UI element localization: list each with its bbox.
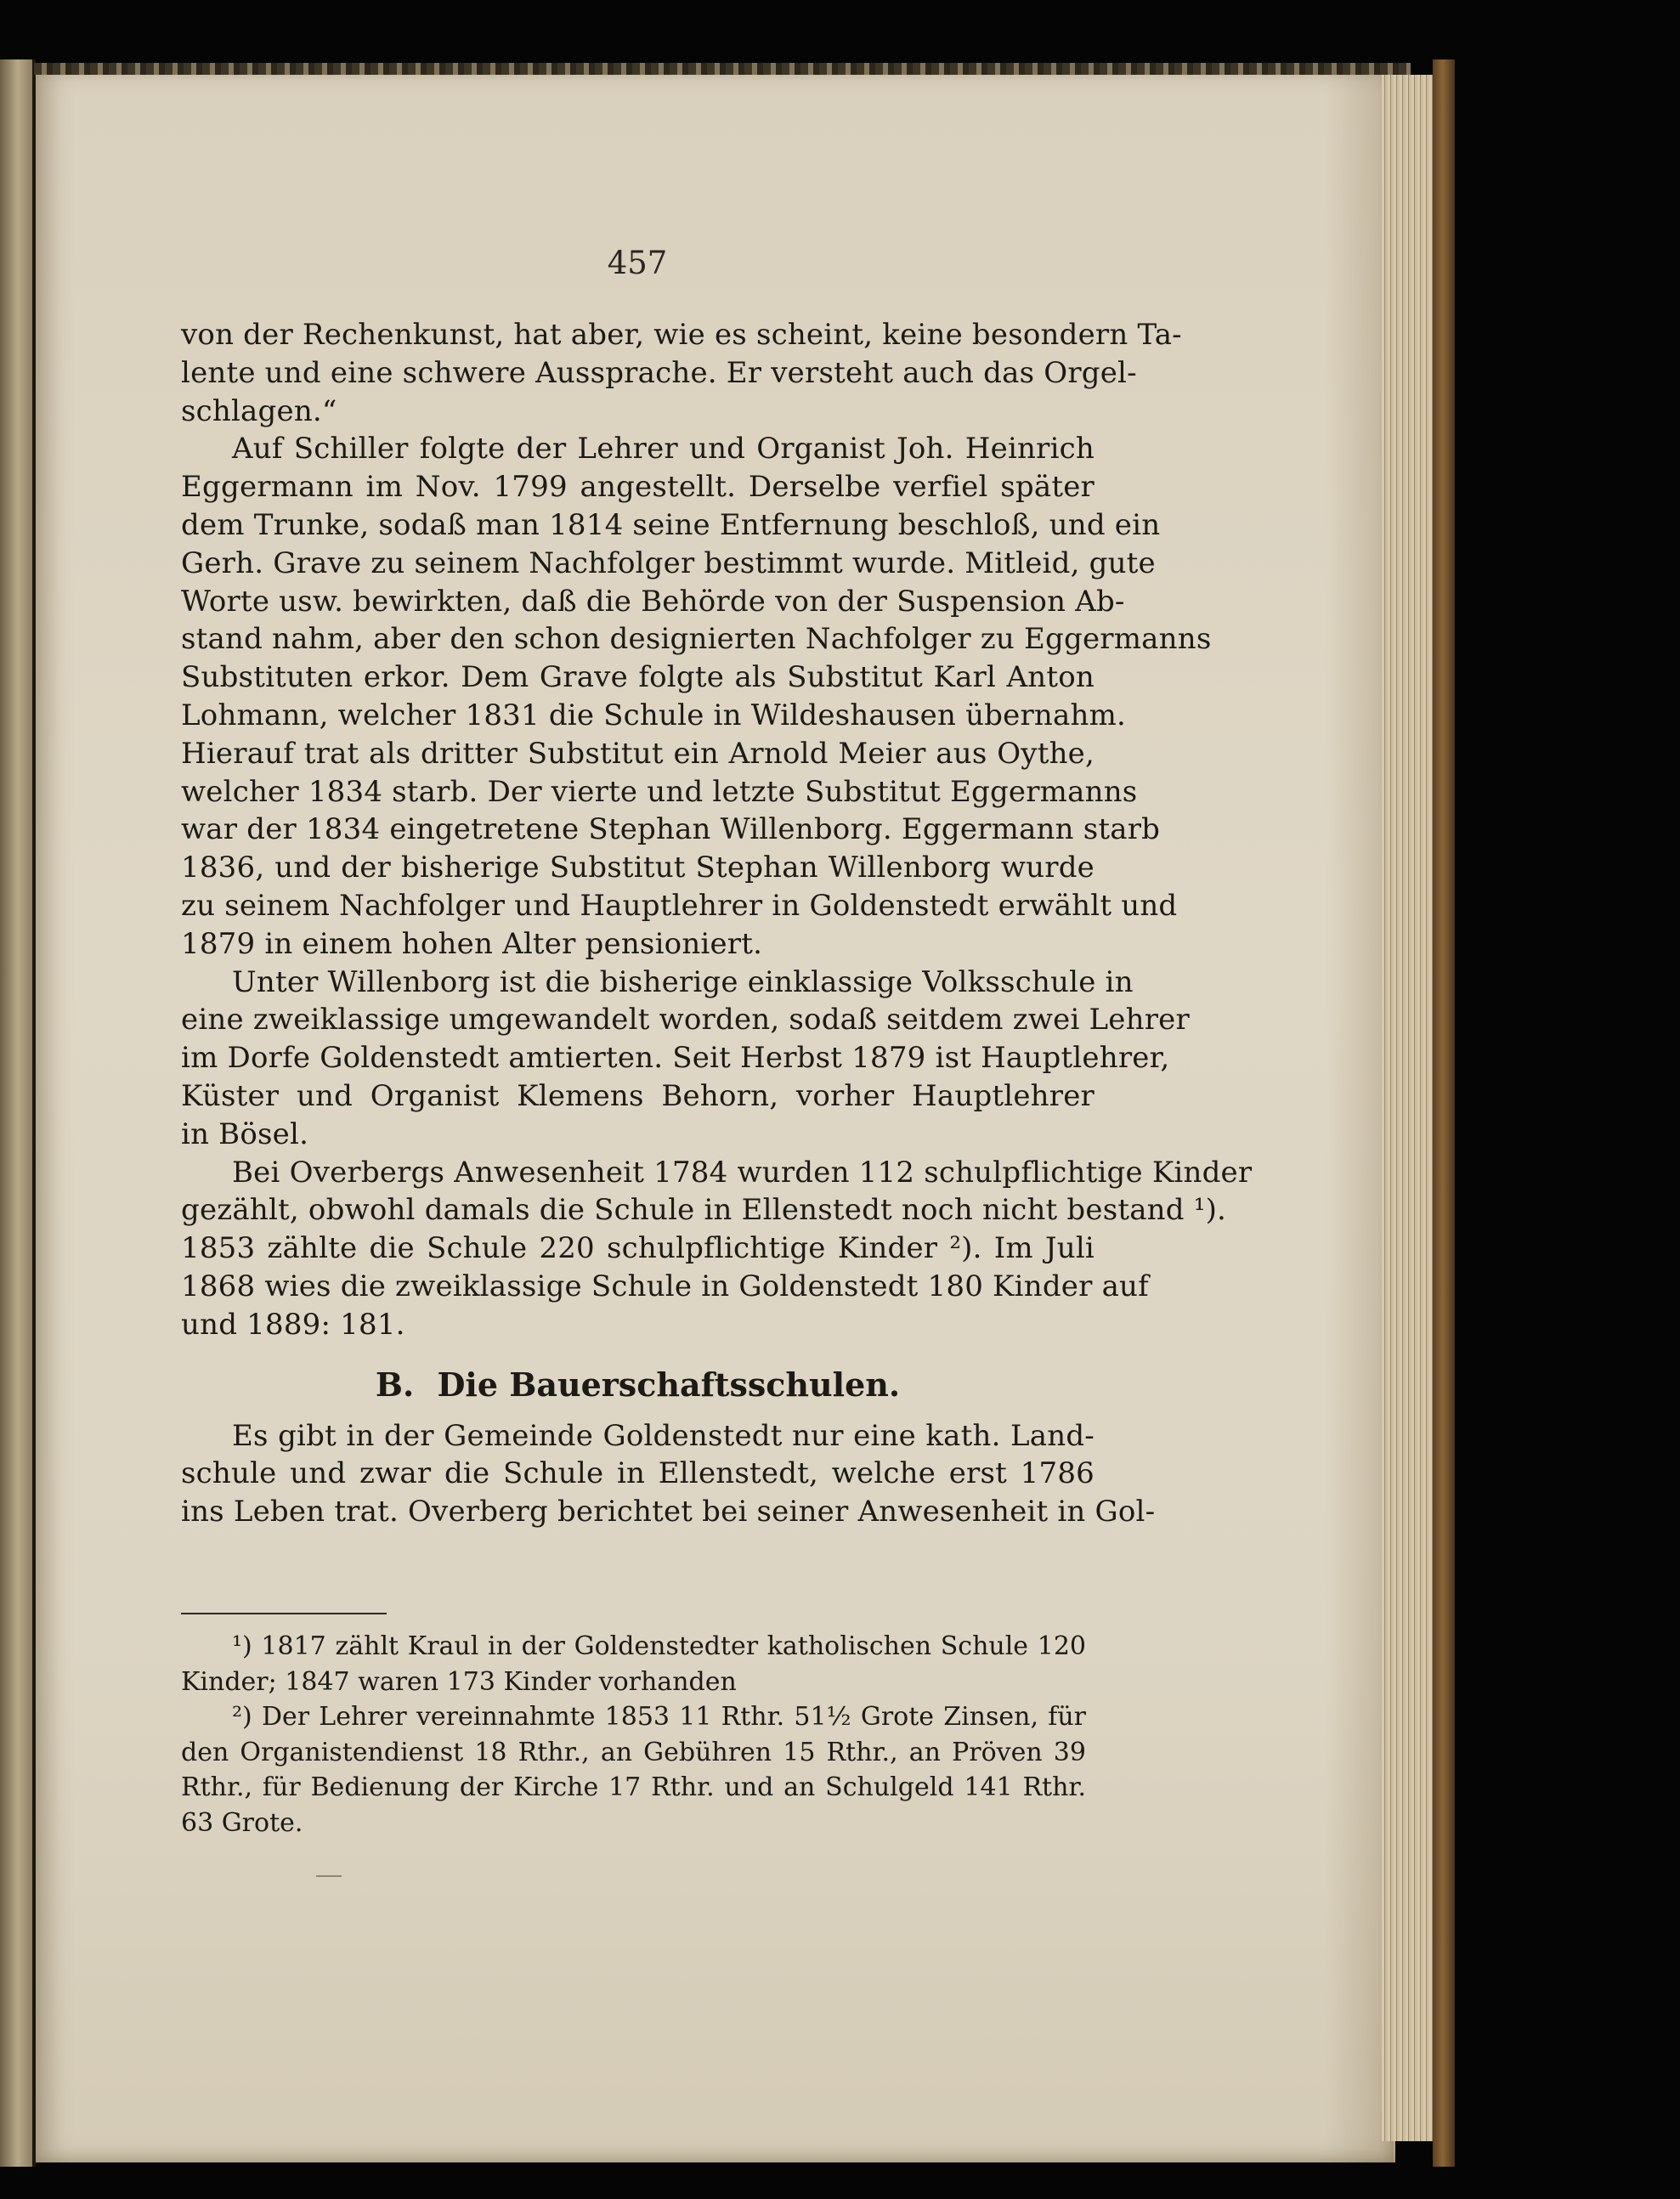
footnote-rule xyxy=(181,1613,387,1614)
body-line: und 1889: 181. xyxy=(181,1307,405,1342)
body-line: im Dorfe Goldenstedt amtierten. Seit Herbst 1879 ist Hauptlehrer, xyxy=(181,1041,1170,1076)
footnote-line: Kinder; 1847 waren 173 Kinder vorhanden xyxy=(181,1666,737,1697)
body-line: lente und eine schwere Aussprache. Er versteht auch das Orgel- xyxy=(181,355,1137,390)
footnote-line: ²) Der Lehrer vereinnahmte 1853 11 Rthr. 51½ Grote Zinsen, für xyxy=(232,1702,1086,1732)
footnote-line: ¹) 1817 zählt Kraul in der Goldenstedter katholischen Schule 120 xyxy=(232,1631,1086,1661)
body-line: schlagen.“ xyxy=(181,393,337,428)
binding-stitches xyxy=(34,63,1411,75)
cover-edge xyxy=(1433,59,1455,2167)
body-line: Eggermann im Nov. 1799 angestellt. Derselbe verfiel später xyxy=(181,470,1095,505)
body-line: Gerh. Grave zu seinem Nachfolger bestimmt wurde. Mitleid, gute xyxy=(181,546,1156,580)
body-line: 1868 wies die zweiklassige Schule in Goldenstedt 180 Kinder auf xyxy=(181,1269,1149,1303)
body-line: 1853 zählte die Schule 220 schulpflichtige Kinder ²). Im Juli xyxy=(181,1231,1095,1266)
footnote-line: Rthr., für Bedienung der Kirche 17 Rthr. und an Schulgeld 141 Rthr. xyxy=(181,1772,1086,1802)
body-line: Lohmann, welcher 1831 die Schule in Wildeshausen übernahm. xyxy=(181,698,1127,732)
body-line: dem Trunke, sodaß man 1814 seine Entfernung beschloß, und ein xyxy=(181,507,1161,542)
section-label: B. xyxy=(375,1365,415,1404)
body-line: 1879 in einem hohen Alter pensioniert. xyxy=(181,926,763,961)
body-line: Bei Overbergs Anwesenheit 1784 wurden 112 schulpflichtige Kinder xyxy=(232,1155,1253,1190)
body-line: Hierauf trat als dritter Substitut ein Arnold Meier aus Oythe, xyxy=(181,736,1095,771)
body-line: Küster und Organist Klemens Behorn, vorher Hauptlehrer xyxy=(181,1078,1095,1113)
body-line: Auf Schiller folgte der Lehrer und Organist Joh. Heinrich xyxy=(232,432,1095,466)
body-line: von der Rechenkunst, hat aber, wie es scheint, keine besondern Ta- xyxy=(181,318,1182,352)
body-line: in Bösel. xyxy=(181,1116,309,1151)
body-line: Worte usw. bewirkten, daß die Behörde von der Suspension Ab- xyxy=(181,584,1125,619)
body-line: stand nahm, aber den schon designierten Nachfolger zu Eggermanns xyxy=(181,622,1212,657)
body-line: eine zweiklassige umgewandelt worden, sodaß seitdem zwei Lehrer xyxy=(181,1003,1190,1037)
footnote-line: 63 Grote. xyxy=(181,1807,303,1838)
section-heading xyxy=(181,1353,1095,1417)
body-line: zu seinem Nachfolger und Hauptlehrer in Goldenstedt erwählt und xyxy=(181,888,1178,923)
body-line: 1836, und der bisherige Substitut Stephan Willenborg wurde xyxy=(181,851,1095,885)
footnotes xyxy=(181,1629,1086,1840)
body-line: Substituten erkor. Dem Grave folgte als Substitut Karl Anton xyxy=(181,660,1095,695)
stray-pencil-mark xyxy=(316,1875,342,1877)
footnote-line: den Organistendienst 18 Rthr., an Gebühren 15 Rthr., an Pröven 39 xyxy=(181,1737,1086,1767)
section-title: Die Bauerschaftsschulen. xyxy=(437,1365,901,1404)
body-line: war der 1834 eingetretene Stephan Willenborg. Eggermann starb xyxy=(181,812,1161,847)
body-line: ins Leben trat. Overberg berichtet bei seiner Anwesenheit in Gol- xyxy=(181,1495,1156,1529)
main-text-block xyxy=(181,316,1253,1531)
body-line: Es gibt in der Gemeinde Goldenstedt nur eine kath. Land- xyxy=(232,1418,1095,1453)
body-line: Unter Willenborg ist die bisherige einklassige Volksschule in xyxy=(232,964,1134,999)
body-line: welcher 1834 starb. Der vierte und letzte Substitut Eggermanns xyxy=(181,774,1138,809)
closed-page-edges xyxy=(1382,75,1436,2141)
left-page-edge xyxy=(0,59,32,2167)
body-line: schule und zwar die Schule in Ellenstedt, welche erst 1786 xyxy=(181,1456,1095,1491)
page-number: 457 xyxy=(607,245,668,281)
body-line: gezählt, obwohl damals die Schule in Ellenstedt noch nicht bestand ¹). xyxy=(181,1193,1227,1228)
